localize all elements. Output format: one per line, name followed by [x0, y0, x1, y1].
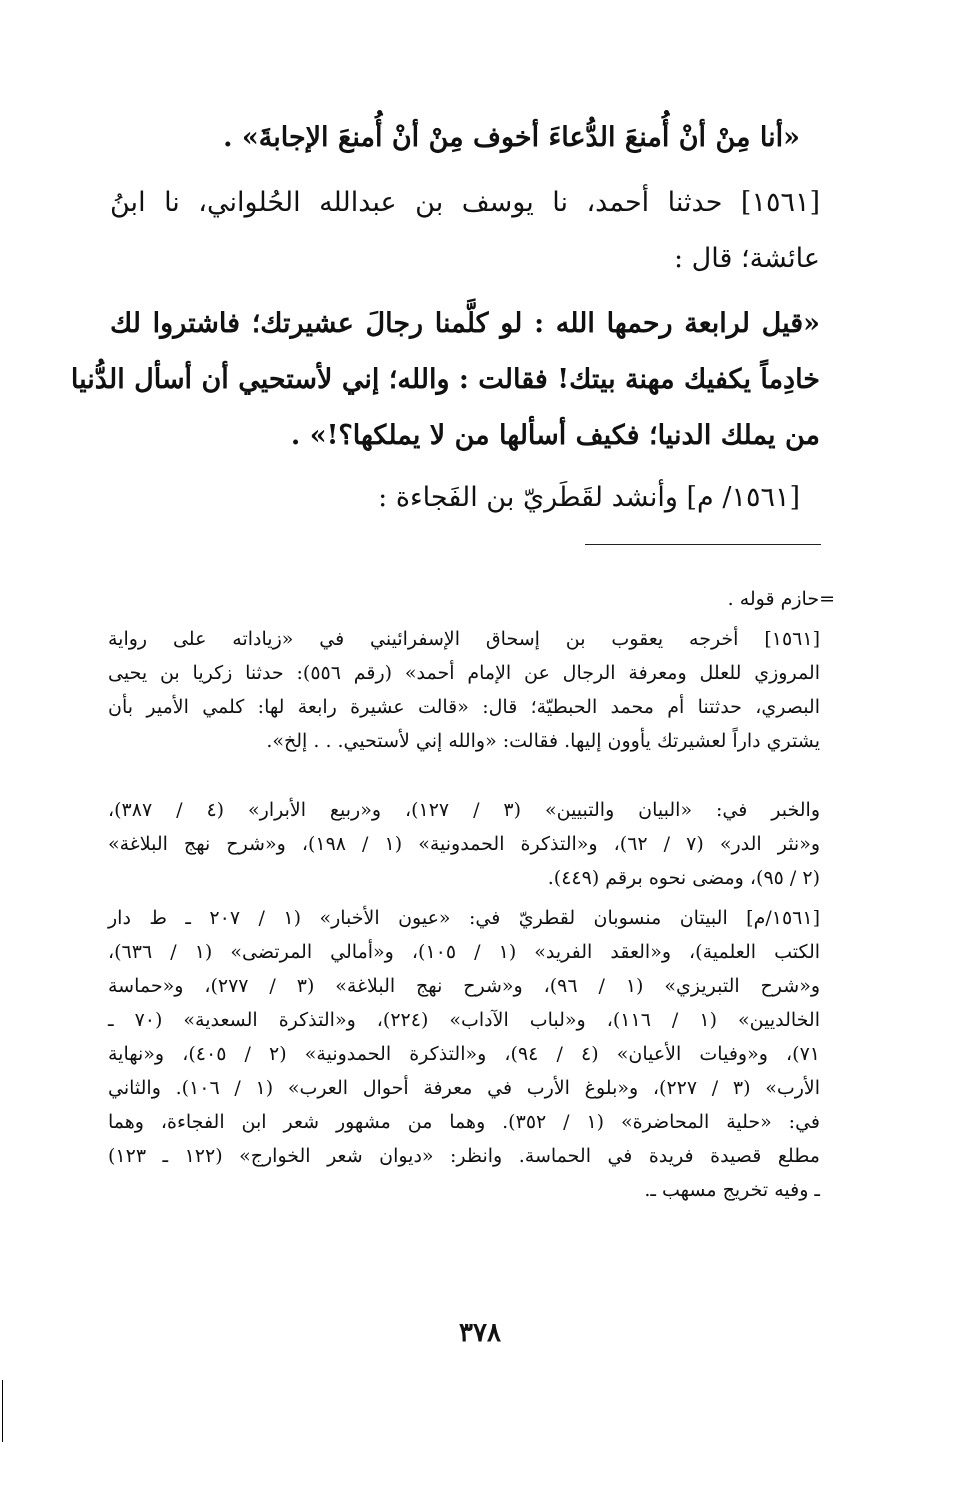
footnote-divider — [585, 544, 821, 545]
text-line: [١٥٦١/م] البيتان منسوبان لقطريّ في: «عيون الأخبار» (١ / ٢٠٧ ـ ط دار — [108, 907, 821, 929]
text-line: «أنا مِنْ أنْ أُمنعَ الدُّعاءَ أخوف مِنْ أنْ أُمنعَ الإجابةَ» . — [223, 122, 800, 153]
text-line: مطلع قصيدة فريدة في الحماسة. وانظر: «ديوان شعر الخوارج» (١٢٢ ـ ١٢٣) — [108, 1145, 820, 1167]
text-line: الأرب» (٣ / ٢٢٧)، و«بلوغ الأرب في معرفة أحوال العرب» (١ / ١٠٦). والثاني — [108, 1077, 821, 1099]
text-line: عائشة؛ قال : — [673, 243, 820, 274]
text-line: [١٥٦١] أخرجه يعقوب بن إسحاق الإسفرائيني في «زياداته على رواية — [108, 628, 820, 650]
entry-1561m — [300, 470, 800, 526]
text-line: يشتري داراً لعشيرتك يأوون إليها. فقالت: «والله إني لأستحيي. . . إلخ». — [266, 730, 820, 752]
text-line: «قيل لرابعة رحمها الله : لو كلَّمنا رجالَ عشيرتك؛ فاشتروا لك — [110, 308, 820, 339]
text-line: الخالديين» (١ / ١١٦)، و«لباب الآداب» (٢٢٤)، و«التذكرة السعدية» (٧٠ ـ — [108, 1009, 820, 1031]
text-line: الكتب العلمية)، و«العقد الفريد» (١ / ١٠٥)، و«أمالي المرتضى» (١ / ٦٣٦)، — [108, 941, 821, 963]
text-line: ٧١)، و«وفيات الأعيان» (٤ / ٩٤)، و«التذكرة الحمدونية» (٢ / ٤٠٥)، و«نهاية — [108, 1043, 820, 1065]
text-line: ـ وفيه تخريج مسهب ـ. — [644, 1179, 820, 1201]
text-line: =حازم قوله . — [727, 588, 835, 610]
footnote-khabar — [108, 793, 820, 895]
text-line: المروزي للعلل ومعرفة الرجال عن الإمام أحمد» (رقم ٥٥٦): حدثنا زكريا بن يحيى — [108, 662, 821, 684]
rabia-quote — [70, 296, 820, 464]
footnote-carryover — [500, 582, 835, 616]
text-line: البصري، حدثتنا أم محمد الحبطيّة؛ قال: «قالت عشيرة رابعة لها: كلمي الأمير بأن — [108, 696, 820, 718]
footnote-1561 — [108, 622, 820, 758]
text-line: [١٥٦١/ م] وأنشد لقَطَريّ بن الفَجاءة : — [378, 482, 800, 513]
opening-quote — [223, 110, 800, 166]
entry-1561-isnad — [110, 175, 820, 287]
scan-edge-mark — [2, 1380, 3, 1442]
footnote-1561m — [108, 901, 820, 1207]
text-line: (٢ / ٩٥)، ومضى نحوه برقم (٤٤٩). — [547, 867, 820, 889]
text-line: في: «حلية المحاضرة» (١ / ٣٥٢). وهما من مشهور شعر ابن الفجاءة، وهما — [108, 1111, 821, 1133]
page-number: ٣٧٨ — [459, 1318, 501, 1348]
text-line: و«شرح التبريزي» (١ / ٩٦)، و«شرح نهج البلاغة» (٣ / ٢٧٧)، و«حماسة — [108, 975, 821, 997]
text-line: خادِماً يكفيك مهنة بيتك! فقالت : والله؛ إني لأستحيي أن أسأل الدُّنيا — [70, 364, 820, 395]
text-line: [١٥٦١] حدثنا أحمد، نا يوسف بن عبدالله الحُلواني، نا ابنُ — [110, 187, 820, 218]
text-line: من يملك الدنيا؛ فكيف أسألها من لا يملكها؟!» . — [290, 420, 820, 451]
text-line: و«نثر الدر» (٧ / ٦٢)، و«التذكرة الحمدونية» (١ / ١٩٨)، و«شرح نهج البلاغة» — [108, 833, 821, 855]
text-line: والخبر في: «البيان والتبيين» (٣ / ١٢٧)، و«ربيع الأبرار» (٤ / ٣٨٧)، — [108, 799, 821, 821]
